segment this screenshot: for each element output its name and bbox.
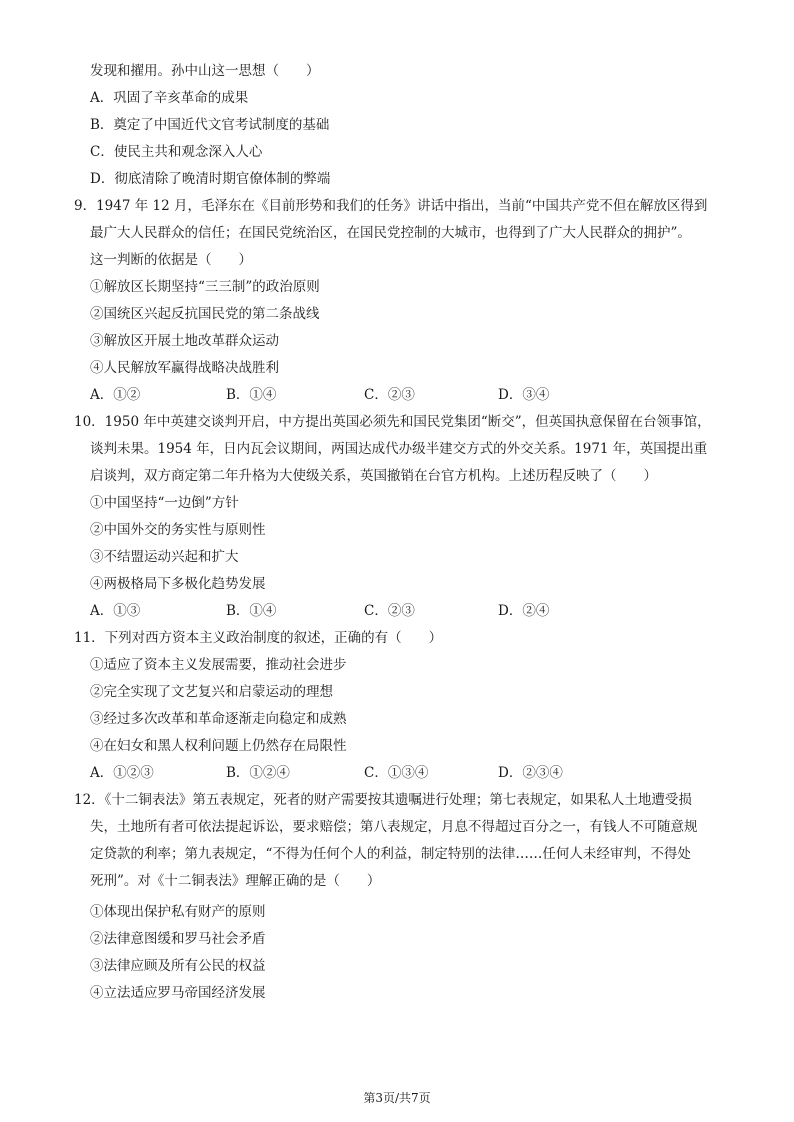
q11-choice-c: C．①③④ — [364, 765, 429, 781]
q8-option-c: C．使民主共和观念深入人心 — [90, 144, 263, 160]
q12-stem-line-2: 失，土地所有者可依法提起诉讼，要求赔偿；第八表规定，月息不得超过百分之一，有钱人不可随意规 — [90, 819, 698, 835]
q12-item-4: ④立法适应罗马帝国经济发展 — [90, 985, 266, 1001]
q10-stem-line-3: 启谈判，双方商定第二年升格为大使级关系，英国撤销在台官方机构。上述历程反映了（ ） — [90, 468, 657, 484]
q9-stem-line-1: 9．1947 年 12 月，毛泽东在《目前形势和我们的任务》讲话中指出，当前“中国共产党不但在解放区得到 — [74, 198, 708, 214]
q12-item-2: ②法律意图缓和罗马社会矛盾 — [90, 931, 266, 947]
q9-item-3: ③解放区开展土地改革群众运动 — [90, 333, 279, 349]
q10-stem-line-1: 10．1950 年中英建交谈判开启，中方提出英国必须先和国民党集团“断交”，但英国执意保留在台领事馆， — [74, 414, 711, 430]
page-number-footer: 第3页/共7页 — [363, 1091, 431, 1105]
q9-stem-line-2: 最广大人民群众的信任；在国民党统治区，在国民党控制的大城市，也得到了广大人民群众的拥护”。 — [90, 225, 691, 241]
q10-item-4: ④两极格局下多极化趋势发展 — [90, 576, 266, 592]
q9-choice-d: D．③④ — [498, 387, 550, 403]
q9-choices — [90, 385, 790, 405]
q9-item-1: ①解放区长期坚持“三三制”的政治原则 — [90, 279, 320, 295]
q10-choice-a: A．①③ — [90, 603, 141, 619]
q12-stem-line-1: 12．《十二铜表法》第五表规定，死者的财产需要按其遗嘱进行处理；第七表规定，如果私人土地遭受损 — [74, 792, 692, 808]
q8-option-d: D．彻底清除了晚清时期官僚体制的弊端 — [90, 171, 331, 187]
q9-choice-c: C．②③ — [364, 387, 415, 403]
q11-choices — [90, 763, 790, 783]
q11-choice-b: B．①②④ — [226, 765, 290, 781]
q9-choice-a: A．①② — [90, 387, 141, 403]
q10-choice-d: D．②④ — [498, 603, 550, 619]
q8-option-b: B．奠定了中国近代文官考试制度的基础 — [90, 117, 330, 133]
q10-choices — [90, 601, 790, 621]
q10-choice-b: B．①④ — [226, 603, 277, 619]
q10-item-3: ③不结盟运动兴起和扩大 — [90, 549, 239, 565]
q12-stem-line-4: 死刑”。对《十二铜表法》理解正确的是（ ） — [90, 873, 381, 889]
q11-item-4: ④在妇女和黑人权利问题上仍然存在局限性 — [90, 738, 347, 754]
q9-stem-line-3: 这一判断的依据是（ ） — [90, 252, 252, 268]
q11-item-1: ①适应了资本主义发展需要，推动社会进步 — [90, 657, 347, 673]
q10-choice-c: C．②③ — [364, 603, 415, 619]
q11-choice-a: A．①②③ — [90, 765, 154, 781]
q11-choice-d: D．②③④ — [498, 765, 563, 781]
q10-item-1: ①中国坚持“一边倒”方针 — [90, 495, 239, 511]
q12-item-1: ①体现出保护私有财产的原则 — [90, 904, 266, 920]
q9-choice-b: B．①④ — [226, 387, 277, 403]
q9-item-4: ④人民解放军赢得战略决战胜利 — [90, 360, 279, 376]
q12-stem-line-3: 定贷款的利率；第九表规定，“不得为任何个人的利益，制定特别的法律……任何人未经审判，不得处 — [90, 846, 691, 862]
q9-item-2: ②国统区兴起反抗国民党的第二条战线 — [90, 306, 320, 322]
q8-stem-continuation: 发现和擢用。孙中山这一思想（ ） — [90, 63, 320, 79]
q12-item-3: ③法律应顾及所有公民的权益 — [90, 958, 266, 974]
q11-stem-line-1: 11．下列对西方资本主义政治制度的叙述，正确的有（ ） — [74, 630, 443, 646]
q11-item-3: ③经过多次改革和革命逐渐走向稳定和成熟 — [90, 711, 347, 727]
q10-item-2: ②中国外交的务实性与原则性 — [90, 522, 266, 538]
q10-stem-line-2: 谈判未果。1954 年，日内瓦会议期间，两国达成代办级半建交方式的外交关系。1971 年，英国提出重 — [90, 441, 708, 457]
q8-option-a: A．巩固了辛亥革命的成果 — [90, 90, 249, 106]
q11-item-2: ②完全实现了文艺复兴和启蒙运动的理想 — [90, 684, 333, 700]
